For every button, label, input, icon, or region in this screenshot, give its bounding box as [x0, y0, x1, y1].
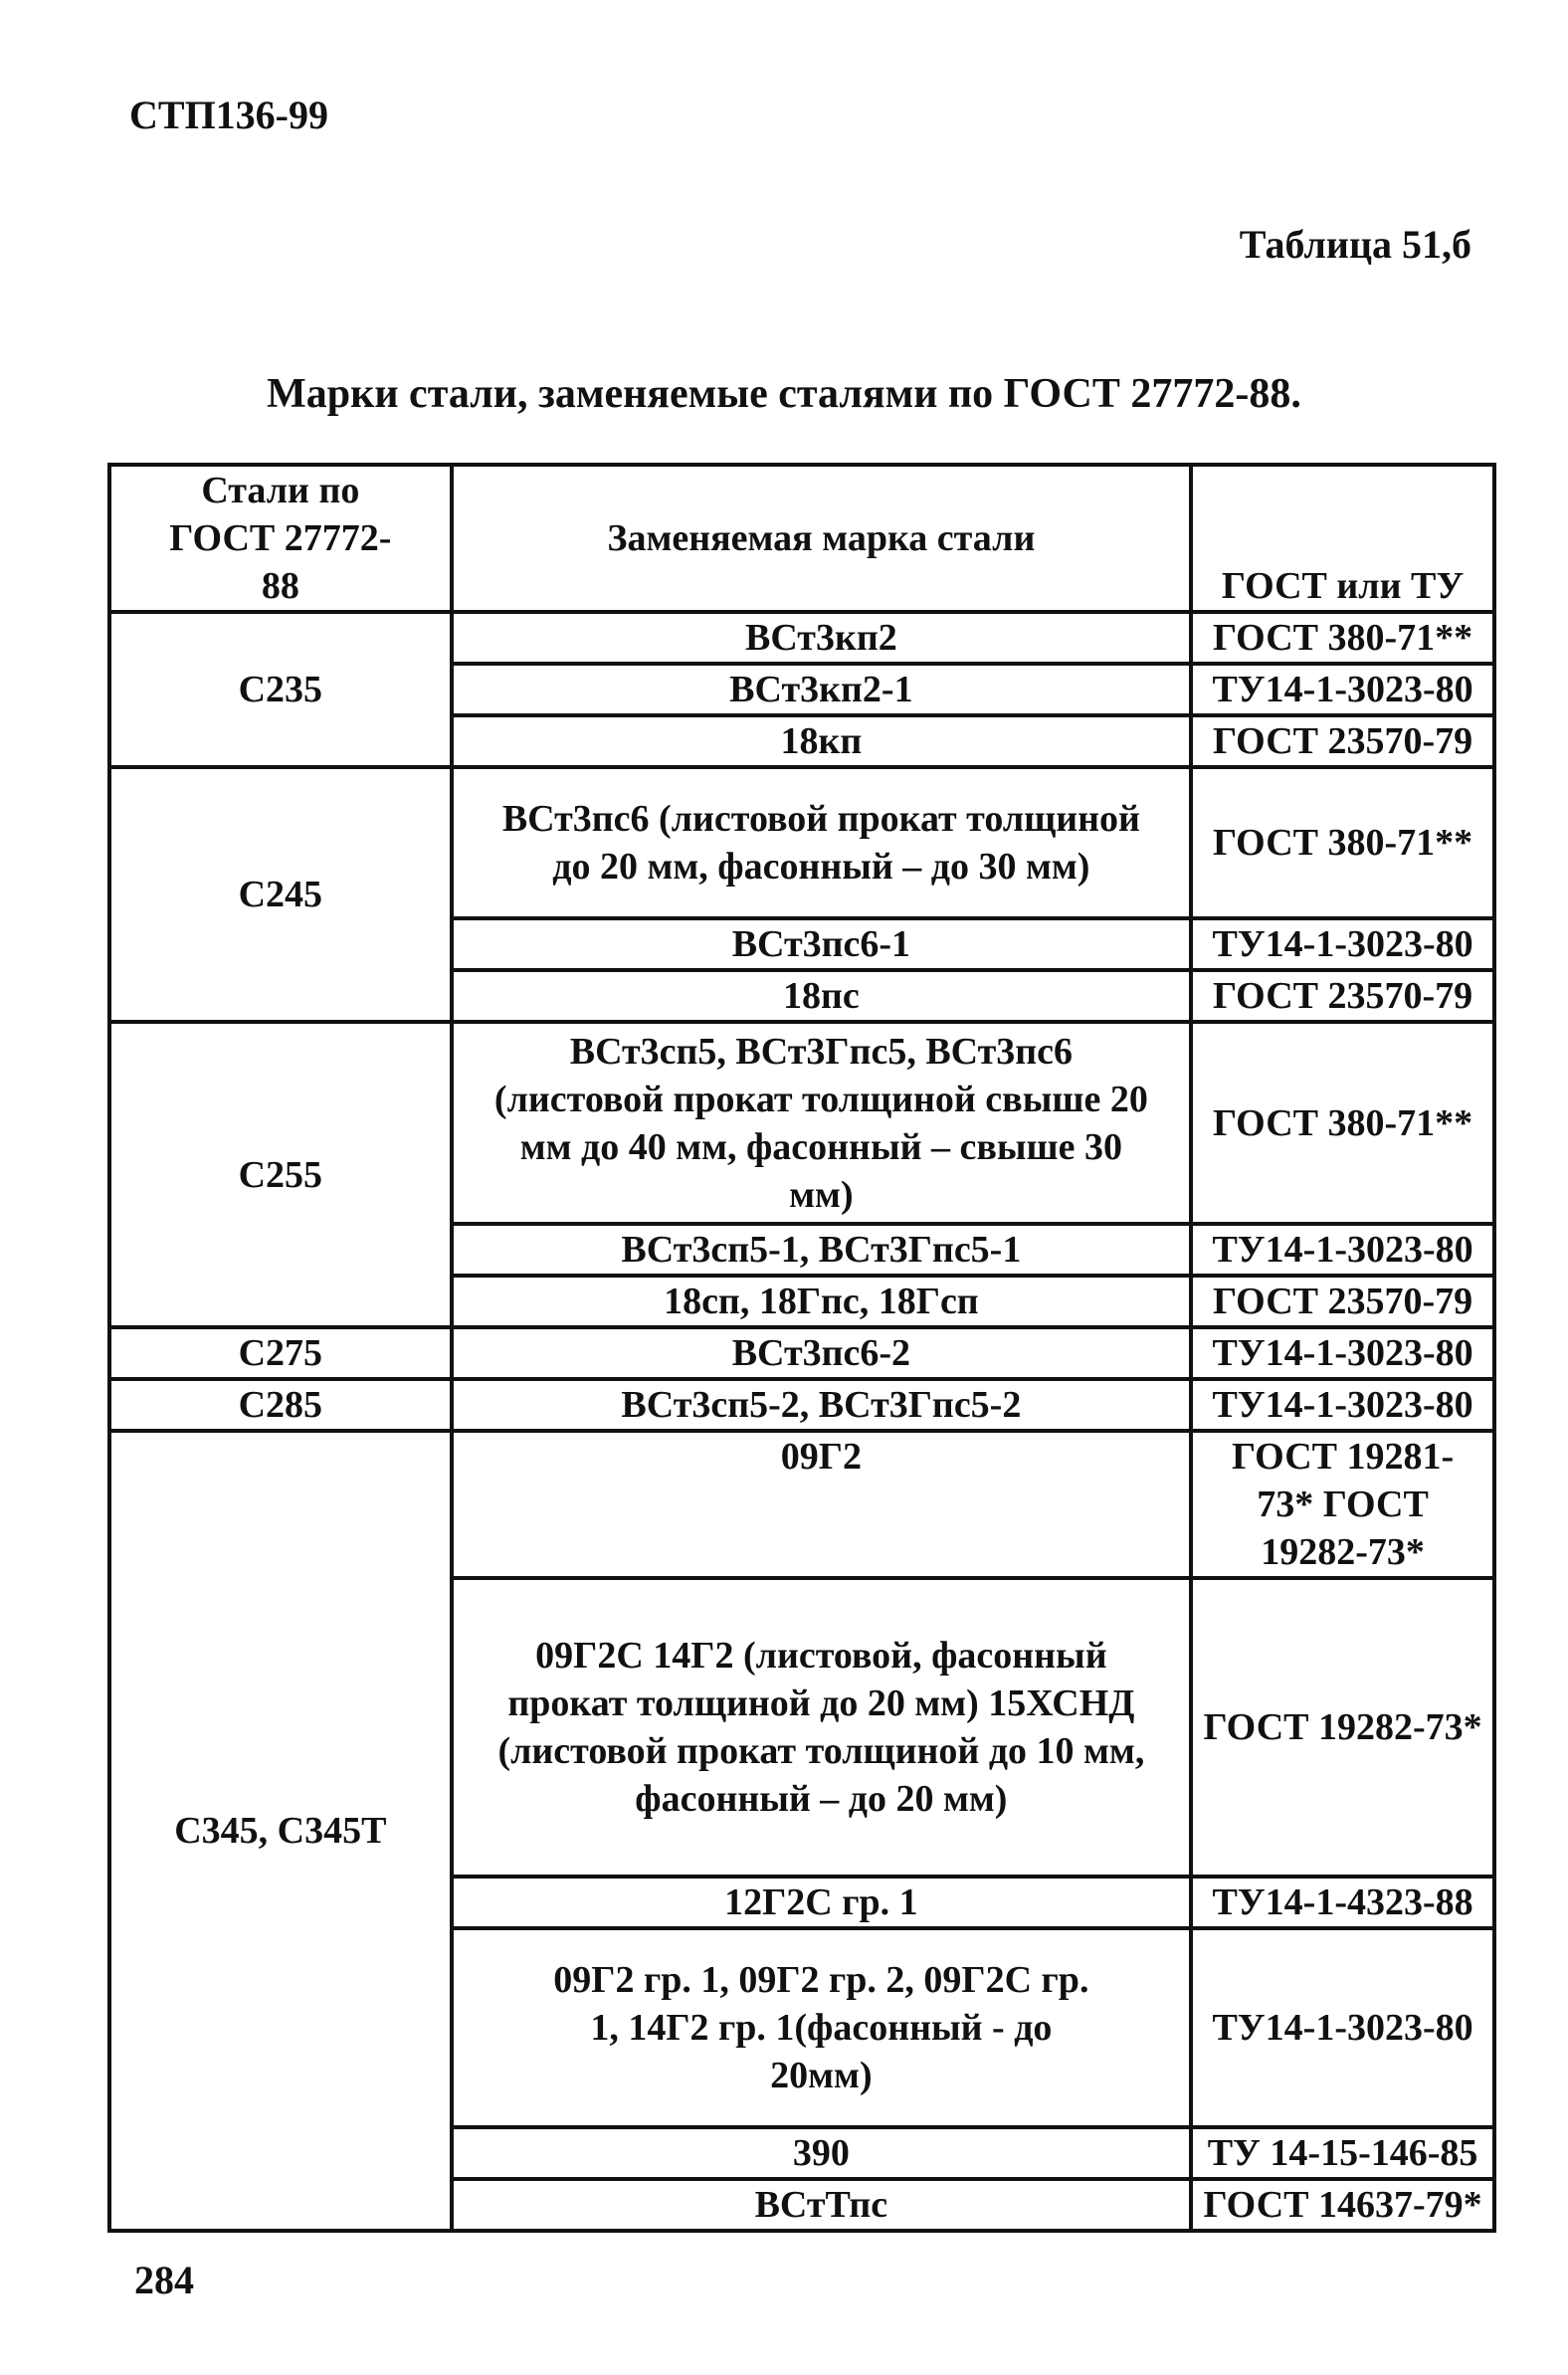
- standard-cell: ГОСТ 380-71**: [1191, 612, 1494, 664]
- standard-cell: ГОСТ 19281-73* ГОСТ 19282-73*: [1191, 1431, 1494, 1578]
- standard-cell: ТУ14-1-3023-80: [1191, 1928, 1494, 2127]
- standard-cell: ГОСТ 23570-79: [1191, 1276, 1494, 1327]
- table-row: [109, 767, 1494, 918]
- standard-cell: ГОСТ 380-71**: [1191, 1022, 1494, 1224]
- standard-cell: ГОСТ 14637-79*: [1191, 2179, 1494, 2231]
- steel-cell: С235: [109, 612, 452, 767]
- grade-cell: 18сп, 18Гпс, 18Гсп: [452, 1276, 1191, 1327]
- column-header-standard: ГОСТ или ТУ: [1191, 465, 1494, 612]
- standard-cell: ТУ14-1-3023-80: [1191, 1327, 1494, 1379]
- grade-cell: ВСт3кп2: [452, 612, 1191, 664]
- grade-cell: 09Г2 гр. 1, 09Г2 гр. 2, 09Г2С гр. 1, 14Г2 гр. 1(фасонный - до 20мм): [452, 1928, 1191, 2127]
- table-header-row: [109, 465, 1494, 612]
- grade-cell: ВСт3кп2-1: [452, 664, 1191, 715]
- grade-cell: 18пс: [452, 970, 1191, 1022]
- steel-cell: С285: [109, 1379, 452, 1431]
- document-code: СТП136-99: [129, 93, 328, 137]
- grade-cell: ВСт3пс6-1: [452, 918, 1191, 970]
- grade-cell: 09Г2: [452, 1431, 1191, 1578]
- grade-cell: 18кп: [452, 715, 1191, 767]
- standard-cell: ТУ14-1-3023-80: [1191, 1379, 1494, 1431]
- table-row: [109, 1379, 1494, 1431]
- page-number: 284: [134, 2258, 194, 2302]
- steel-cell: С245: [109, 767, 452, 1022]
- steel-grades-table: [107, 463, 1496, 2233]
- standard-cell: ТУ14-1-3023-80: [1191, 664, 1494, 715]
- standard-cell: ГОСТ 23570-79: [1191, 970, 1494, 1022]
- standard-cell: ГОСТ 23570-79: [1191, 715, 1494, 767]
- grade-cell: 09Г2С 14Г2 (листовой, фасонный прокат толщиной до 20 мм) 15ХСНД (листовой прокат толщиной до 10 мм, фасонный – до 20 мм): [452, 1578, 1191, 1877]
- table-row: [109, 1431, 1494, 1578]
- grade-cell: ВСт3сп5-2, ВСт3Гпс5-2: [452, 1379, 1191, 1431]
- standard-cell: ТУ14-1-3023-80: [1191, 1224, 1494, 1276]
- grade-cell: ВСт3пс6-2: [452, 1327, 1191, 1379]
- grade-cell: ВСт3пс6 (листовой прокат толщиной до 20 мм, фасонный – до 30 мм): [452, 767, 1191, 918]
- grade-cell: ВСт3сп5, ВСт3Гпс5, ВСт3пс6 (листовой прокат толщиной свыше 20 мм до 40 мм, фасонный – свыше 30 мм): [452, 1022, 1191, 1224]
- standard-cell: ТУ14-1-3023-80: [1191, 918, 1494, 970]
- steel-cell: С345, С345Т: [109, 1431, 452, 2231]
- table-row: [109, 612, 1494, 664]
- grade-cell: ВСтТпс: [452, 2179, 1191, 2231]
- steel-cell: С275: [109, 1327, 452, 1379]
- column-header-grade: Заменяемая марка стали: [452, 465, 1191, 612]
- table-row: [109, 1022, 1494, 1224]
- standard-cell: ГОСТ 19282-73*: [1191, 1578, 1494, 1877]
- standard-cell: ГОСТ 380-71**: [1191, 767, 1494, 918]
- grade-cell: ВСт3сп5-1, ВСт3Гпс5-1: [452, 1224, 1191, 1276]
- grade-cell: 390: [452, 2127, 1191, 2179]
- table-title: Марки стали, заменяемые сталями по ГОСТ 27772-88.: [267, 371, 1301, 417]
- column-header-steel: Стали по ГОСТ 27772-88: [109, 465, 452, 612]
- grade-cell: 12Г2С гр. 1: [452, 1877, 1191, 1928]
- standard-cell: ТУ 14-15-146-85: [1191, 2127, 1494, 2179]
- table-number: Таблица 51,б: [1239, 222, 1471, 267]
- table-row: [109, 1327, 1494, 1379]
- steel-cell: С255: [109, 1022, 452, 1327]
- standard-cell: ТУ14-1-4323-88: [1191, 1877, 1494, 1928]
